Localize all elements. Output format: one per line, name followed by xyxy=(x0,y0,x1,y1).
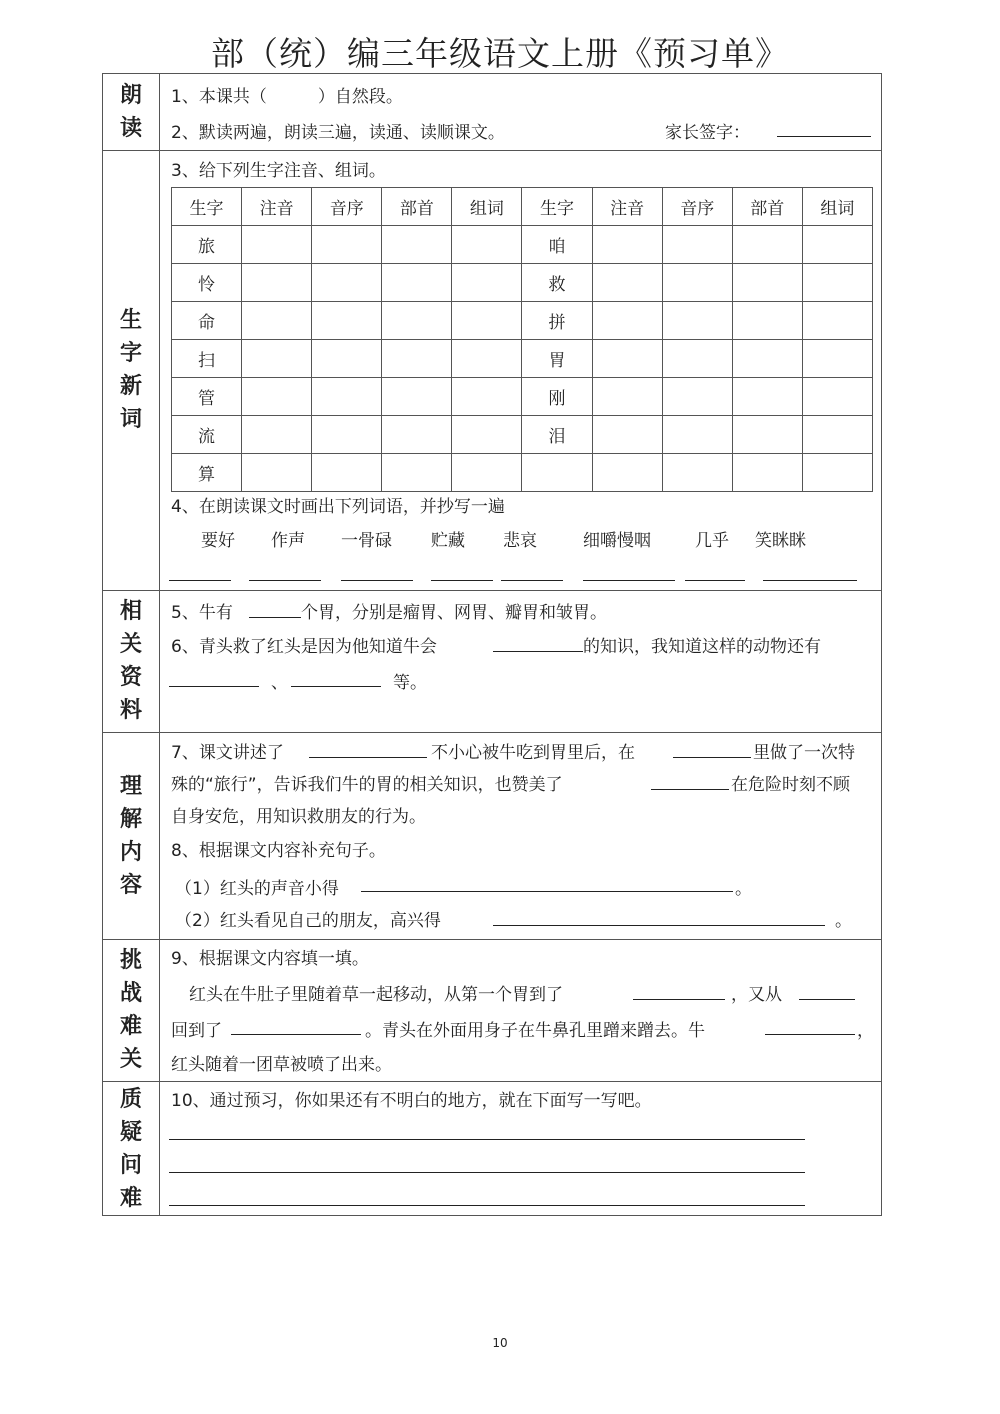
answer-cell[interactable] xyxy=(312,340,382,378)
answer-cell[interactable] xyxy=(452,416,522,454)
column-header: 组词 xyxy=(802,188,872,226)
answer-blank[interactable] xyxy=(249,617,301,618)
answer-cell[interactable] xyxy=(802,416,872,454)
answer-cell[interactable] xyxy=(662,264,732,302)
answer-cell[interactable] xyxy=(662,378,732,416)
comma: ， xyxy=(857,1021,874,1041)
section-label-text: 生字新词 xyxy=(119,308,142,432)
copy-blank[interactable] xyxy=(763,580,857,581)
character-cell: 泪 xyxy=(522,416,592,454)
character-cell: 咱 xyxy=(522,226,592,264)
column-header: 部首 xyxy=(382,188,452,226)
answer-blank[interactable] xyxy=(633,999,725,1000)
character-cell: 怜 xyxy=(172,264,242,302)
table-header-row xyxy=(172,188,873,226)
column-header: 生字 xyxy=(522,188,592,226)
divider xyxy=(103,732,881,733)
answer-cell[interactable] xyxy=(662,416,732,454)
vocab-word: 细嚼慢咽 xyxy=(583,531,651,551)
answer-cell[interactable] xyxy=(242,302,312,340)
vocab-word: 作声 xyxy=(271,531,305,551)
table-row xyxy=(172,378,873,416)
answer-cell[interactable] xyxy=(242,454,312,492)
answer-cell[interactable] xyxy=(312,264,382,302)
answer-cell[interactable] xyxy=(592,226,662,264)
challenge-line-3: 红头随着一团草被喷了出来。 xyxy=(171,1055,392,1075)
divider xyxy=(103,1081,881,1082)
vocab-word: 贮藏 xyxy=(431,531,465,551)
column-header: 部首 xyxy=(732,188,802,226)
answer-cell[interactable] xyxy=(802,264,872,302)
character-cell: 旅 xyxy=(172,226,242,264)
answer-blank[interactable] xyxy=(493,925,825,926)
answer-cell[interactable] xyxy=(802,340,872,378)
character-cell xyxy=(522,454,592,492)
table-row xyxy=(172,416,873,454)
separator: 、 xyxy=(271,673,288,693)
question-6-end: 等。 xyxy=(393,673,427,693)
parent-signature-line[interactable] xyxy=(777,136,871,137)
table-row xyxy=(172,226,873,264)
divider xyxy=(103,150,881,151)
answer-cell[interactable] xyxy=(452,454,522,492)
section-label-text: 朗读 xyxy=(119,83,142,141)
question-6-start: 6、青头救了红头是因为他知道牛会 xyxy=(171,637,437,657)
answer-cell[interactable] xyxy=(382,416,452,454)
table-row xyxy=(172,264,873,302)
answer-blank[interactable] xyxy=(673,757,751,758)
answer-cell[interactable] xyxy=(242,226,312,264)
answer-cell[interactable] xyxy=(382,340,452,378)
character-cell: 算 xyxy=(172,454,242,492)
section-label-understand xyxy=(103,732,159,939)
challenge-line-1-end: ，又从 xyxy=(731,985,782,1005)
character-cell: 胃 xyxy=(522,340,592,378)
answer-cell[interactable] xyxy=(732,416,802,454)
answer-cell[interactable] xyxy=(452,378,522,416)
answer-cell[interactable] xyxy=(312,454,382,492)
answer-blank[interactable] xyxy=(309,757,427,758)
column-header: 音序 xyxy=(662,188,732,226)
answer-blank[interactable] xyxy=(291,686,381,687)
answer-cell[interactable] xyxy=(592,264,662,302)
copy-blank[interactable] xyxy=(501,580,563,581)
answer-cell[interactable] xyxy=(242,378,312,416)
vocab-table xyxy=(171,187,873,492)
section-label-text: 理解内容 xyxy=(119,773,142,898)
challenge-line-2-mid: 。青头在外面用身子在牛鼻孔里蹭来蹭去。牛 xyxy=(365,1021,705,1041)
copy-blank[interactable] xyxy=(583,580,675,581)
answer-cell[interactable] xyxy=(382,226,452,264)
question-7-f: 自身安危，用知识救朋友的行为。 xyxy=(171,807,426,827)
vocab-word: 笑眯眯 xyxy=(755,531,806,551)
answer-blank[interactable] xyxy=(231,1034,361,1035)
answer-cell[interactable] xyxy=(802,226,872,264)
copy-blank[interactable] xyxy=(341,580,413,581)
answer-cell[interactable] xyxy=(592,340,662,378)
copy-blank[interactable] xyxy=(431,580,493,581)
question-6-mid: 的知识，我知道这样的动物还有 xyxy=(583,637,821,657)
question-8-2: （2）红头看见自己的朋友，高兴得 xyxy=(175,911,441,931)
answer-cell[interactable] xyxy=(382,264,452,302)
question-8-1: （1）红头的声音小得 xyxy=(175,879,339,899)
question-5-start: 5、牛有 xyxy=(171,603,233,623)
question-8: 8、根据课文内容补充句子。 xyxy=(171,841,386,861)
section-label-text: 相关资料 xyxy=(119,599,142,723)
question-3: 3、给下列生字注音、组词。 xyxy=(171,161,386,181)
answer-cell[interactable] xyxy=(312,378,382,416)
table-row xyxy=(172,454,873,492)
character-cell: 管 xyxy=(172,378,242,416)
answer-cell[interactable] xyxy=(452,302,522,340)
character-cell: 流 xyxy=(172,416,242,454)
answer-cell[interactable] xyxy=(592,416,662,454)
answer-cell[interactable] xyxy=(662,340,732,378)
question-7-e: 在危险时刻不顾 xyxy=(731,775,850,795)
answer-cell[interactable] xyxy=(452,264,522,302)
section-label-reading xyxy=(103,74,159,150)
answer-cell[interactable] xyxy=(802,454,872,492)
answer-cell[interactable] xyxy=(732,226,802,264)
answer-cell[interactable] xyxy=(592,454,662,492)
answer-cell[interactable] xyxy=(732,302,802,340)
answer-cell[interactable] xyxy=(802,302,872,340)
answer-cell[interactable] xyxy=(802,378,872,416)
period: 。 xyxy=(735,879,752,899)
writing-line[interactable] xyxy=(169,1172,805,1173)
answer-cell[interactable] xyxy=(732,454,802,492)
question-2: 2、默读两遍，朗读三遍，读通、读顺课文。 xyxy=(171,123,505,143)
label-column-divider xyxy=(159,74,160,1215)
worksheet xyxy=(102,73,882,1216)
answer-blank[interactable] xyxy=(651,789,729,790)
column-header: 注音 xyxy=(242,188,312,226)
answer-blank[interactable] xyxy=(765,1034,855,1035)
writing-line[interactable] xyxy=(169,1205,805,1206)
question-1: 1、本课共（ ）自然段。 xyxy=(171,87,403,107)
answer-cell[interactable] xyxy=(452,226,522,264)
character-cell: 刚 xyxy=(522,378,592,416)
parent-signature-label: 家长签字： xyxy=(665,123,750,143)
answer-cell[interactable] xyxy=(592,302,662,340)
writing-line[interactable] xyxy=(169,1139,805,1140)
answer-cell[interactable] xyxy=(382,302,452,340)
copy-blank[interactable] xyxy=(249,580,321,581)
answer-blank[interactable] xyxy=(799,999,855,1000)
answer-cell[interactable] xyxy=(382,378,452,416)
character-cell: 拼 xyxy=(522,302,592,340)
column-header: 音序 xyxy=(312,188,382,226)
question-10: 10、通过预习，你如果还有不明白的地方，就在下面写一写吧。 xyxy=(171,1091,652,1111)
answer-cell[interactable] xyxy=(312,226,382,264)
section-label-challenge xyxy=(103,939,159,1081)
question-7-c: 里做了一次特 xyxy=(753,743,855,763)
character-cell: 救 xyxy=(522,264,592,302)
answer-cell[interactable] xyxy=(592,378,662,416)
divider xyxy=(103,590,881,591)
question-7-d: 殊的“旅行”，告诉我们牛的胃的相关知识，也赞美了 xyxy=(171,775,563,795)
character-cell: 扫 xyxy=(172,340,242,378)
vocab-word: 几乎 xyxy=(695,531,729,551)
vocab-word: 要好 xyxy=(201,531,235,551)
copy-blank[interactable] xyxy=(169,580,231,581)
answer-cell[interactable] xyxy=(312,416,382,454)
answer-cell[interactable] xyxy=(312,302,382,340)
copy-blank[interactable] xyxy=(685,580,745,581)
character-cell: 命 xyxy=(172,302,242,340)
section-label-text: 质疑问难 xyxy=(119,1087,142,1211)
vocab-word: 一骨碌 xyxy=(341,531,392,551)
question-4: 4、在朗读课文时画出下列词语，并抄写一遍 xyxy=(171,497,505,517)
table-row xyxy=(172,302,873,340)
answer-cell[interactable] xyxy=(242,416,312,454)
table-row xyxy=(172,340,873,378)
answer-blank[interactable] xyxy=(169,686,259,687)
period: 。 xyxy=(835,911,852,931)
section-label-related xyxy=(103,590,159,732)
section-label-vocab xyxy=(103,150,159,590)
answer-cell[interactable] xyxy=(732,264,802,302)
answer-cell[interactable] xyxy=(242,264,312,302)
section-label-text: 挑战难关 xyxy=(119,948,142,1072)
question-7-a: 7、课文讲述了 xyxy=(171,743,284,763)
challenge-line-1: 红头在牛肚子里随着草一起移动，从第一个胃到了 xyxy=(189,985,563,1005)
answer-cell[interactable] xyxy=(662,454,732,492)
answer-cell[interactable] xyxy=(662,226,732,264)
answer-cell[interactable] xyxy=(452,340,522,378)
answer-cell[interactable] xyxy=(662,302,732,340)
question-5-end: 个胃，分别是瘤胃、网胃、瓣胃和皱胃。 xyxy=(301,603,607,623)
page-title: 部（统）编三年级语文上册《预习单》 xyxy=(211,34,789,73)
section-label-question xyxy=(103,1081,159,1217)
question-9: 9、根据课文内容填一填。 xyxy=(171,949,369,969)
challenge-line-2: 回到了 xyxy=(171,1021,222,1041)
column-header: 组词 xyxy=(452,188,522,226)
answer-cell[interactable] xyxy=(382,454,452,492)
answer-cell[interactable] xyxy=(732,378,802,416)
answer-blank[interactable] xyxy=(493,651,583,652)
answer-cell[interactable] xyxy=(242,340,312,378)
column-header: 注音 xyxy=(592,188,662,226)
answer-blank[interactable] xyxy=(361,891,733,892)
answer-cell[interactable] xyxy=(732,340,802,378)
vocab-word: 悲哀 xyxy=(503,531,537,551)
column-header: 生字 xyxy=(172,188,242,226)
question-7-b: 不小心被牛吃到胃里后，在 xyxy=(431,743,635,763)
divider xyxy=(103,939,881,940)
page-number: 10 xyxy=(492,1336,508,1350)
